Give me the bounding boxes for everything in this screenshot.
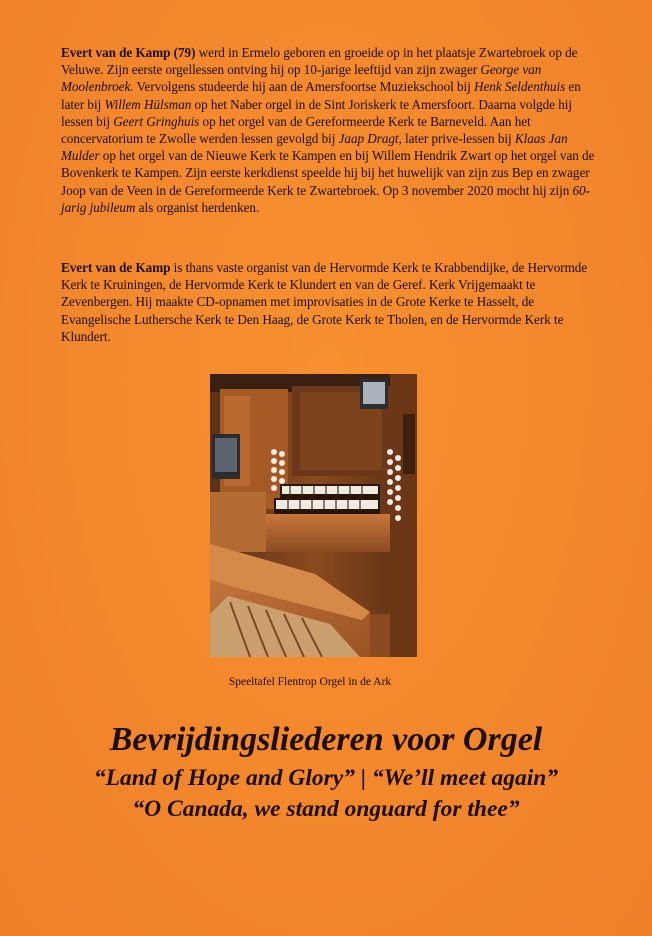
body-text: op het Naber orgel in de Sint Joriskerk te Amersfoort. Daarna volgde hij lessen bij [61, 96, 572, 129]
body-text: is thans vaste organist van de Hervormde Kerk te Krabbendijke, de Hervormde Kerk te Kruiningen, de Hervormde Kerk te Klundert en van de Geref. Kerk Vrijgemaakt te Zevenbergen. Hij maakte CD-opnamen met improvisaties in de Grote Kerke te Hasselt, de Evangelische Luthersche Kerk te Den Haag, de Grote Kerk te Tholen, en de Hervormde Kerk te Klundert. [61, 260, 588, 344]
bold-text: Evert van de Kamp [61, 260, 171, 275]
body-text: Vervolgens studeerde hij aan de Amersfoortse Muziekschool bij [133, 79, 475, 95]
organ-console-photo [210, 374, 417, 657]
biography-paragraph [61, 44, 596, 216]
body-text: als organist herdenken. [135, 199, 260, 215]
italic-name: George van Moolenbroek. [61, 62, 542, 95]
bold-text: Evert van de Kamp (79) [61, 45, 196, 60]
song-titles-line-1: “Land of Hope and Glory” | “We’ll meet again” [93, 765, 559, 791]
italic-name: 60-jarig jubileum [61, 182, 590, 215]
italic-name: Jaap Dragt, [338, 131, 402, 147]
italic-name: Henk Seldenthuis [474, 79, 566, 95]
italic-name: Willem Hülsman [104, 96, 192, 112]
concert-title: Bevrijdingsliederen voor Orgel [109, 721, 543, 758]
organ-console-illustration [210, 374, 417, 657]
body-text: op het orgel van de Nieuwe Kerk te Kampen en bij Willem Hendrik Zwart op het orgel van de Bovenkerk te Kampen. Zijn eerste kerkdienst speelde hij bij het huwelijk van zijn zus Bep en zwager Joop van de Veen in de Gereformeerde Kerk te Zwartebroek. Op 3 november 2020 mocht hij zijn [61, 148, 595, 198]
italic-name: Geert Gringhuis [113, 113, 200, 129]
body-text: later prive-lessen bij [401, 131, 515, 147]
italic-name: Klaas Jan Mulder [61, 131, 568, 164]
body-text: en later bij [61, 79, 581, 112]
song-titles-line-2: “O Canada, we stand onguard for thee” [132, 796, 520, 822]
photo-caption: Speeltafel Flentrop Orgel in de Ark [228, 676, 392, 688]
current-positions-paragraph [61, 259, 596, 345]
body-text: werd in Ermelo geboren en groeide op in het plaatsje Zwartebroek op de Veluwe. Zijn eerste orgellessen ontving hij op 10-jarige leeftijd van zijn zwager [61, 45, 578, 78]
body-text: op het orgel van de Gereformeerde Kerk te Barneveld. Aan het concervatorium te Zwolle werden lessen gevolgd bij [61, 113, 531, 147]
